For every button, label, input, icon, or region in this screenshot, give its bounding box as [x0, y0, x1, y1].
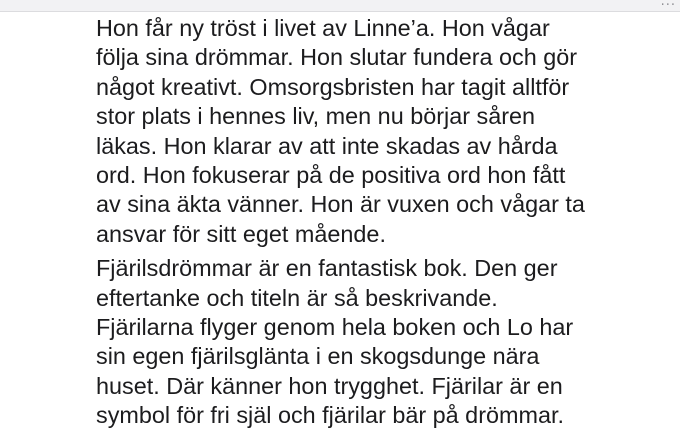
- text-line: Hon får ny tröst i livet av Linne’a. Hon vågar: [96, 15, 550, 41]
- paragraph-1: [96, 14, 680, 249]
- more-options-icon[interactable]: ...: [660, 0, 676, 9]
- post-text[interactable]: [96, 14, 680, 429]
- text-line: ord. Hon fokuserar på de positiva ord hon fått: [96, 162, 566, 189]
- text-line: Fjärilsdrömmar är en fantastisk bok. Den ger: [96, 255, 558, 282]
- text-line: huset. Där känner hon trygghet. Fjärilar är en: [96, 372, 563, 399]
- text-line: läkas. Hon klarar av att inte skadas av hårda: [96, 132, 558, 159]
- paragraph-2: [96, 254, 680, 429]
- text-line: Fjärilarna flyger genom hela boken och Lo har: [96, 314, 574, 341]
- text-line: symbol för fri själ och fjärilar bär på drömmar.: [96, 402, 564, 429]
- text-line: något kreativt. Omsorgsbristen har tagit alltför: [96, 73, 570, 100]
- text-line: ansvar för sitt eget mående.: [96, 220, 386, 247]
- text-line: stor plats i hennes liv, men nu börjar såren: [96, 103, 536, 130]
- text-line: av sina äkta vänner. Hon är vuxen och vågar ta: [96, 191, 585, 218]
- top-toolbar-edge: [0, 0, 680, 12]
- text-line: följa sina drömmar. Hon slutar fundera och gör: [96, 44, 578, 71]
- text-line: sin egen fjärilsglänta i en skogsdunge nära: [96, 343, 540, 370]
- text-line: eftertanke och titeln är så beskrivande.: [96, 284, 498, 311]
